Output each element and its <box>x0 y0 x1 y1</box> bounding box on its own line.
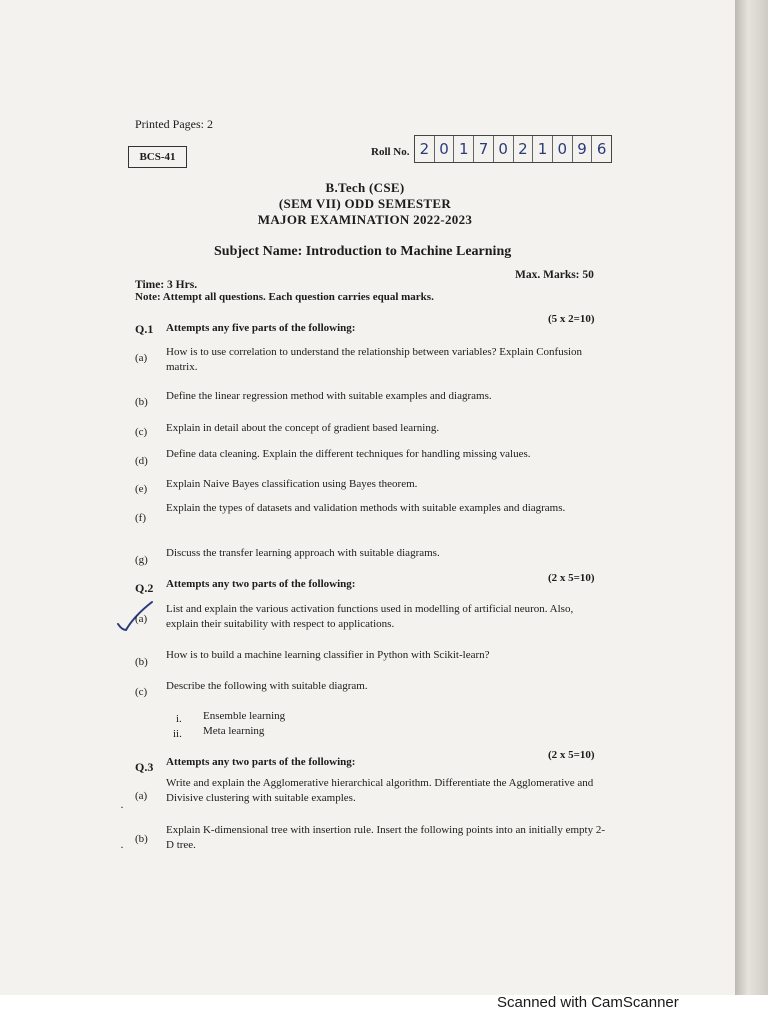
roll-digit: 1 <box>454 136 474 162</box>
semester-title: (SEM VII) ODD SEMESTER <box>278 196 452 211</box>
exam-time: Time: 3 Hrs. <box>135 279 198 291</box>
part-label: (b) <box>135 833 148 845</box>
subject-code: BCS-41 <box>139 151 176 163</box>
part-label: (f) <box>135 512 146 524</box>
part-text: Explain in detail about the concept of gradient based learning. <box>166 422 440 434</box>
subject-code-box <box>128 146 187 168</box>
part-text: Define the linear regression method with suitable examples and diagrams. <box>166 390 492 402</box>
program-title: B.Tech (CSE) <box>325 180 405 195</box>
part-text: Describe the following with suitable diagram. <box>166 680 368 692</box>
stray-ink-dot: · <box>120 800 124 814</box>
part-text: Write and explain the Agglomerative hierarchical algorithm. Differentiate the Agglomerative and Divisive clustering with suitable examples. <box>166 777 594 804</box>
camscanner-watermark: Scanned with CamScanner <box>497 994 679 1011</box>
roll-digit: 0 <box>435 136 455 162</box>
subpart-text: Ensemble learning <box>203 710 286 722</box>
roll-number-label: Roll No. <box>371 146 410 158</box>
exam-title: MAJOR EXAMINATION 2022-2023 <box>257 212 473 227</box>
part-text: Define data cleaning. Explain the different techniques for handling missing values. <box>166 448 531 460</box>
roll-digit: 0 <box>494 136 514 162</box>
question-title: Attempts any two parts of the following: <box>166 578 356 590</box>
roll-digit: 2 <box>514 136 534 162</box>
question-title: Attempts any five parts of the following: <box>166 322 356 334</box>
subpart-label: i. <box>176 713 182 725</box>
part-label: (a) <box>135 613 148 625</box>
roll-digit: 2 <box>415 136 435 162</box>
part-label: (a) <box>135 790 148 802</box>
roll-digit: 6 <box>596 140 607 158</box>
part-text: How is to build a machine learning classifier in Python with Scikit-learn? <box>166 649 490 661</box>
subject-name: Subject Name: Introduction to Machine Learning <box>214 244 512 259</box>
subpart-text: Meta learning <box>203 725 265 737</box>
question-title: Attempts any two parts of the following: <box>166 756 356 768</box>
question-number: Q.3 <box>135 760 154 774</box>
subpart-label: ii. <box>173 728 182 740</box>
roll-digit: 9 <box>573 136 593 162</box>
question-marks: (5 x 2=10) <box>548 313 595 325</box>
part-label: (d) <box>135 455 148 467</box>
roll-digit: 1 <box>533 136 553 162</box>
question-marks: (2 x 5=10) <box>548 749 595 761</box>
max-marks: Max. Marks: 50 <box>515 269 594 281</box>
part-label: (c) <box>135 686 148 698</box>
part-text: How is to use correlation to understand the relationship between variables? Explain Confusion matrix. <box>166 346 583 373</box>
part-label: (b) <box>135 396 148 408</box>
question-number: Q.2 <box>135 581 154 595</box>
part-label: (g) <box>135 554 148 566</box>
roll-digit: 0 <box>553 136 573 162</box>
printed-pages: Printed Pages: 2 <box>135 117 213 131</box>
roll-digit: 7 <box>474 136 494 162</box>
exam-note: Note: Attempt all questions. Each question carries equal marks. <box>135 291 434 303</box>
stray-ink-dot: · <box>120 840 124 854</box>
page-fold-shadow <box>735 0 768 995</box>
part-label: (b) <box>135 656 148 668</box>
part-label: (c) <box>135 426 148 438</box>
part-text: List and explain the various activation functions used in modelling of artificial neuron. Also, explain their suitability with respect to applications. <box>166 603 574 630</box>
question-marks: (2 x 5=10) <box>548 572 595 584</box>
part-text: Explain the types of datasets and validation methods with suitable examples and diagrams. <box>166 502 566 514</box>
part-label: (a) <box>135 352 148 364</box>
part-label: (e) <box>135 483 148 495</box>
part-text: Explain Naive Bayes classification using Bayes theorem. <box>166 478 418 490</box>
roll-number-boxes <box>414 135 612 163</box>
question-number: Q.1 <box>135 322 154 336</box>
part-text: Explain K-dimensional tree with insertion rule. Insert the following points into an initially empty 2-D tree. <box>166 824 606 851</box>
part-text: Discuss the transfer learning approach with suitable diagrams. <box>166 547 440 559</box>
